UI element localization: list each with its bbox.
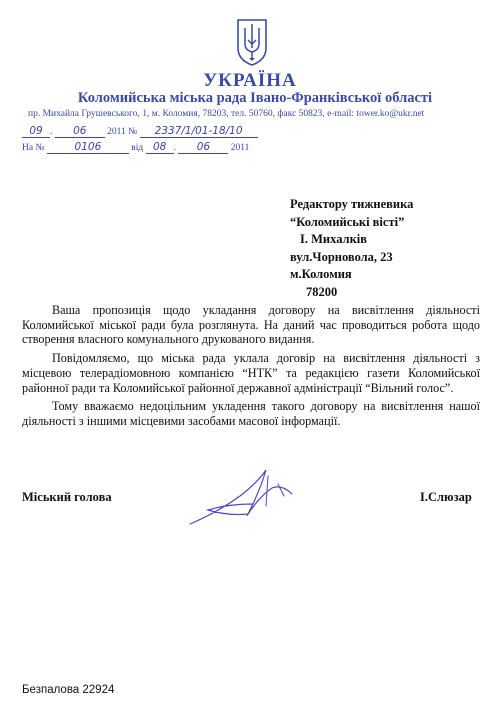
country-name: УКРАЇНА: [203, 70, 297, 91]
handwritten-signature: [188, 466, 298, 528]
addressee-line: 78200: [306, 284, 338, 299]
signatory-name: І.Слюзар: [420, 490, 472, 504]
coat-of-arms-icon: [236, 18, 268, 66]
outgoing-ref-line: 09 . 06 2011 № 2337/1/01-18/10: [22, 125, 258, 138]
ref-no-label: №: [128, 127, 138, 137]
from-label: від: [131, 143, 144, 153]
ref-no-value: 2337/1/01-18/10: [140, 125, 258, 138]
reply-label: На №: [22, 143, 45, 153]
ref-date-day: 09: [22, 125, 50, 138]
ref-date-year: 2011: [107, 127, 126, 137]
from-day: 08: [146, 141, 174, 154]
addressee-line: вул.Чорновола, 23: [290, 249, 393, 264]
body-paragraph: Ваша пропозиція щодо укладання договору на висвітлення діяльності Коломийської міської ради була розглянута. На даний час проводиться робота щодо створення власного комунального друкованого видання.: [22, 303, 480, 347]
council-address: пр. Михайла Грушевського, 1, м. Коломия, 78203, тел. 50760, факс 50823, e-mail: tower.ko@ukr.net: [28, 109, 425, 119]
executor-note: Безпалова 22924: [22, 684, 115, 696]
reply-value: 0106: [47, 141, 129, 154]
addressee-line: м.Коломия: [290, 267, 352, 281]
body-paragraph: Тому вважаємо недоцільним укладення такого договору на висвітлення нашої діяльності з іншими місцевими засобами масової інформації.: [22, 399, 480, 428]
from-year: 2011: [230, 143, 250, 153]
reply-ref-line: На № 0106 від 08 . 06 2011: [22, 141, 250, 153]
ref-date-month: 06: [55, 125, 105, 138]
signatory-title: Міський голова: [22, 490, 112, 504]
addressee-line: І. Михалків: [300, 232, 367, 246]
addressee-block: [290, 196, 490, 301]
addressee-line: “Коломийські вісті”: [290, 214, 405, 229]
addressee-line: Редактору тижневика: [290, 197, 414, 211]
body-paragraph: Повідомляємо, що міська рада уклала договір на висвітлення діяльності з місцевою телерадіомовною компанією “НТК” та редакцією газети Коломийської районної ради та Коломийської районної державної адміністрації “Вільний голос”.: [22, 351, 480, 395]
council-name: Коломийська міська рада Івано-Франківської області: [77, 90, 433, 106]
from-month: 06: [178, 141, 228, 154]
letter-body: [22, 303, 480, 433]
